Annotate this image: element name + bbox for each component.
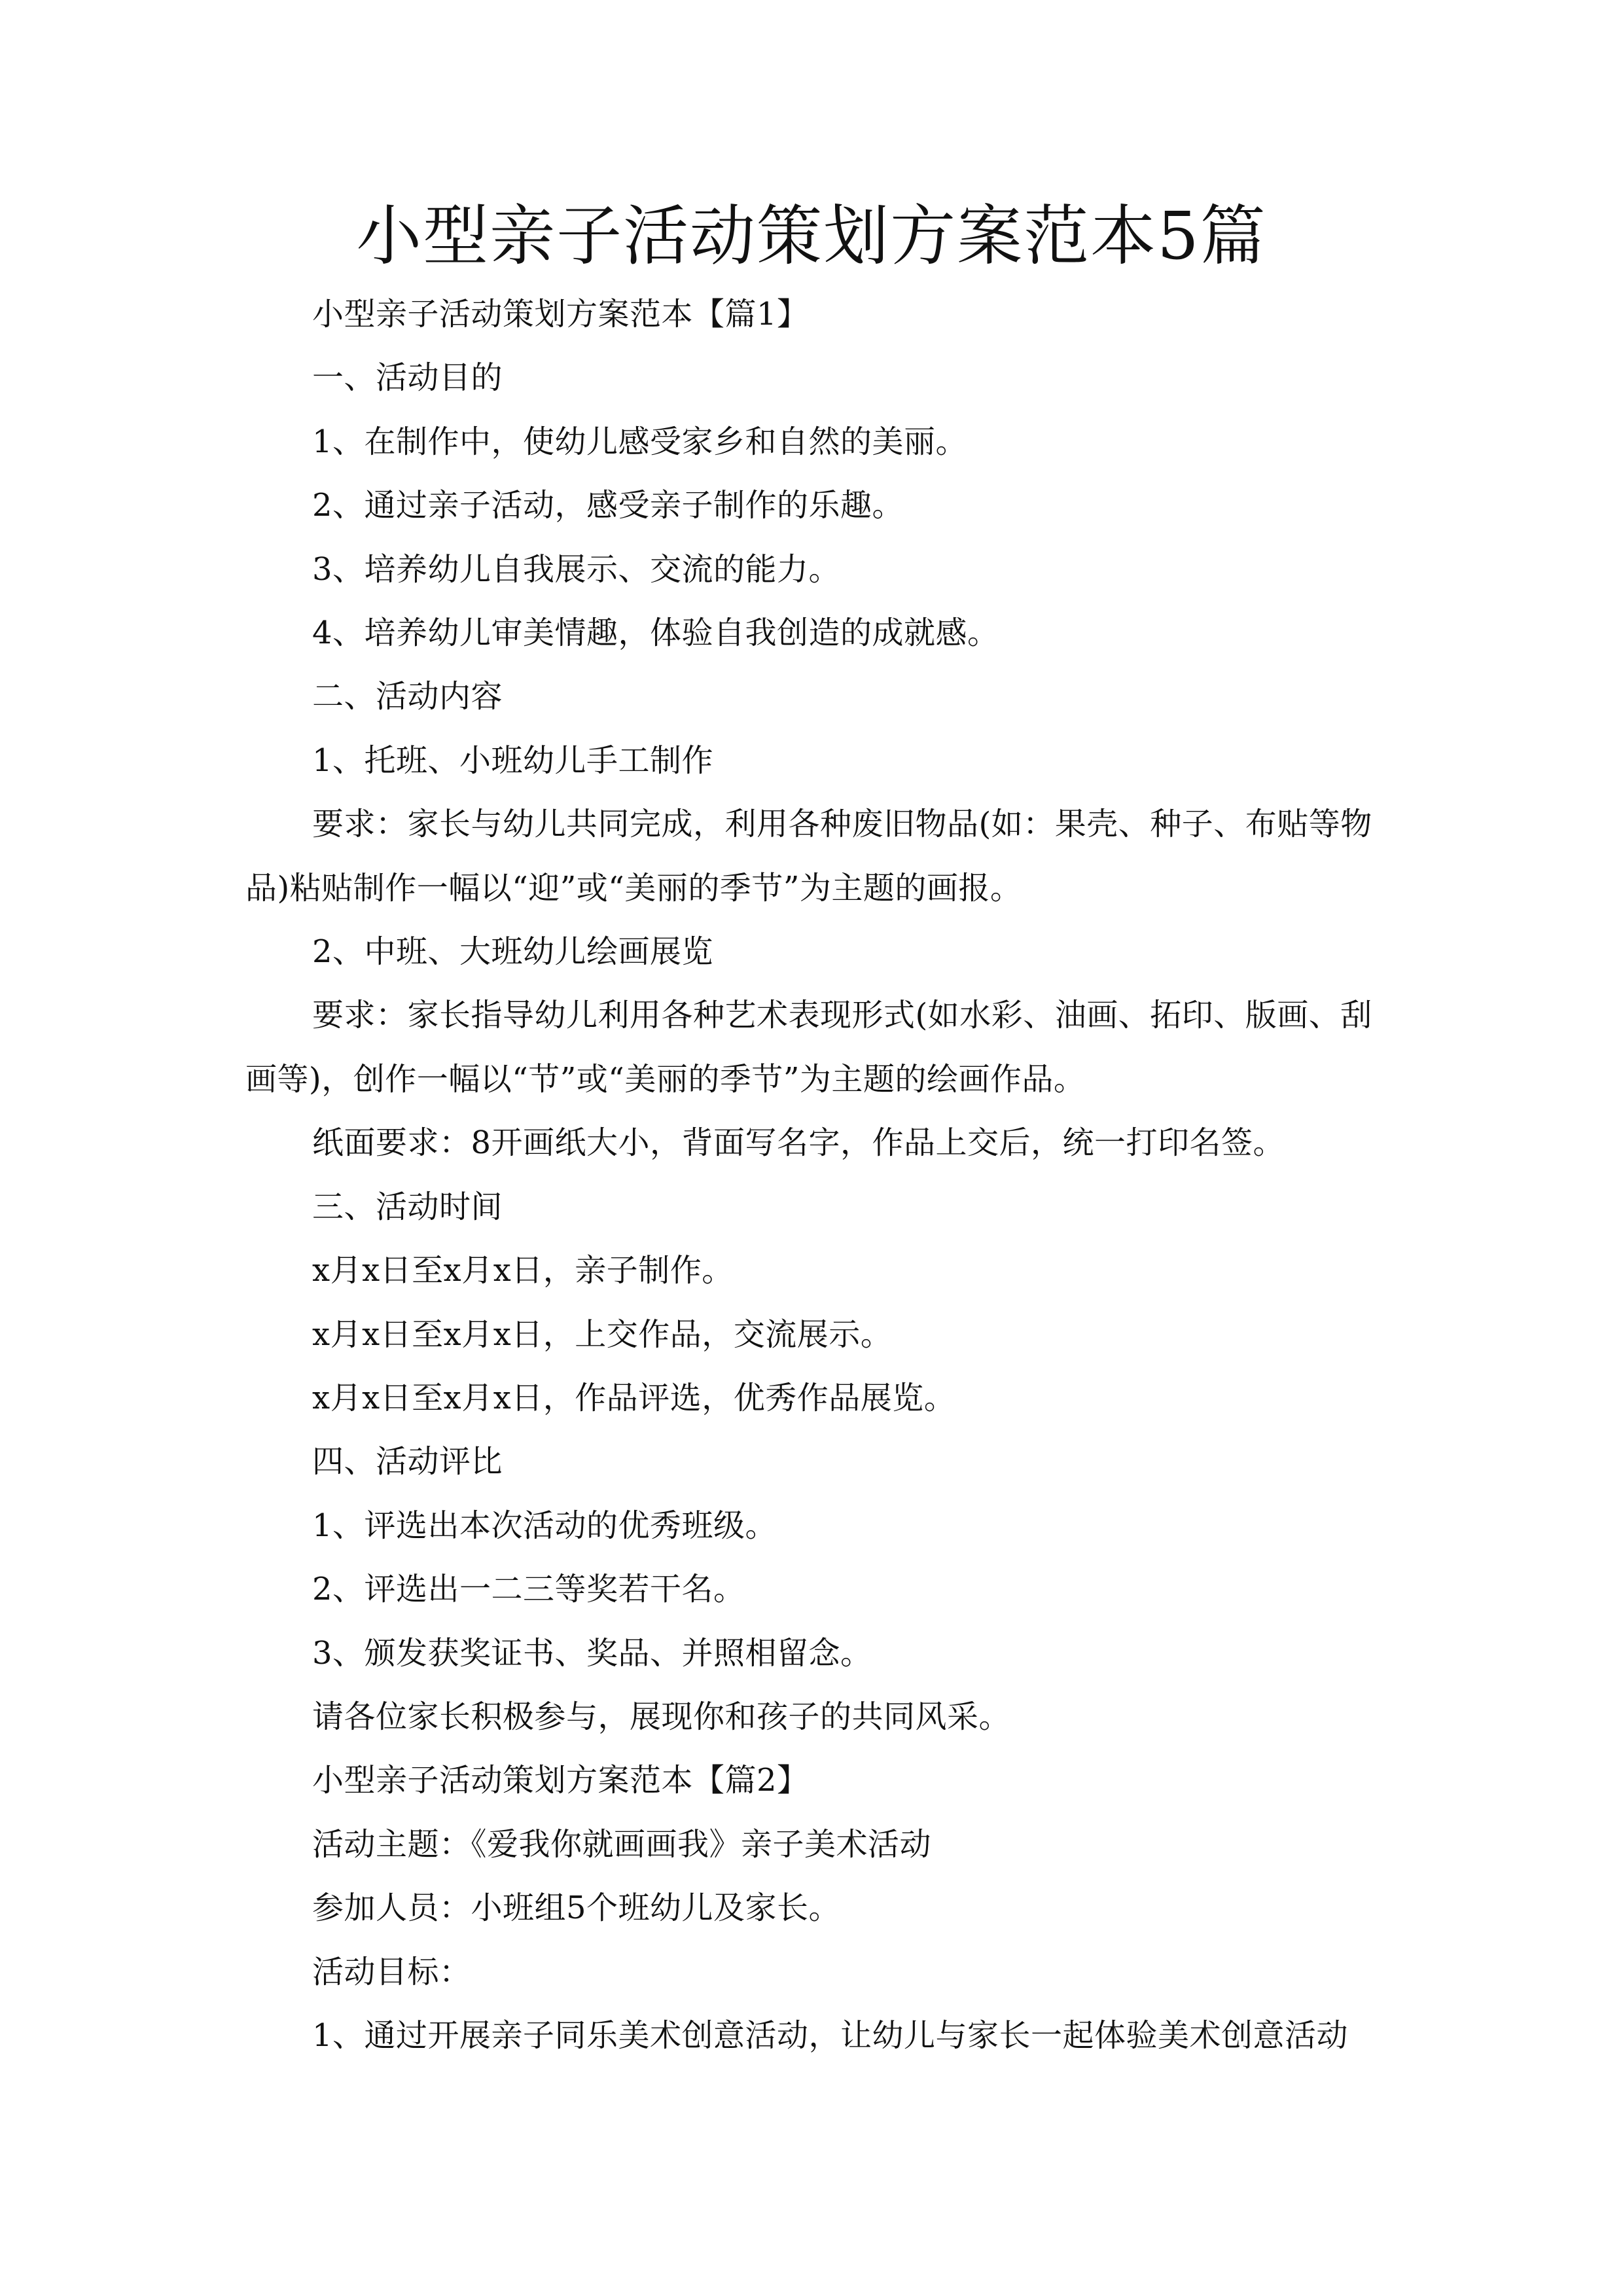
- content-item-1: 1、托班、小班幼儿手工制作: [312, 742, 714, 779]
- time-item-2: x月x日至x月x日，上交作品，交流展示。: [312, 1316, 893, 1353]
- heading-activity-goals: 活动目标：: [312, 1953, 471, 1990]
- evaluation-item-2: 2、评选出一二三等奖若干名。: [312, 1571, 745, 1608]
- evaluation-item-1: 1、评选出本次活动的优秀班级。: [312, 1507, 777, 1544]
- purpose-item-4: 4、培养幼儿审美情趣，体验自我创造的成就感。: [312, 615, 999, 652]
- time-item-3: x月x日至x月x日，作品评选，优秀作品展览。: [312, 1379, 956, 1416]
- goal-item-1: 1、通过开展亲子同乐美术创意活动，让幼儿与家长一起体验美术创意活动: [312, 2017, 1349, 2054]
- heading-activity-evaluation: 四、活动评比: [312, 1443, 503, 1480]
- evaluation-item-3: 3、颁发获奖证书、奖品、并照相留念。: [312, 1634, 872, 1672]
- content-requirement-1: 要求：家长与幼儿共同完成，利用各种废旧物品(如：果壳、种子、布贴等物品)粘贴制作一幅以“迎”或“美丽的季节”为主题的画报。: [245, 806, 1372, 906]
- time-item-1: x月x日至x月x日，亲子制作。: [312, 1252, 734, 1289]
- participants: 参加人员：小班组5个班幼儿及家长。: [312, 1890, 841, 1927]
- heading-activity-purpose: 一、活动目的: [312, 359, 503, 397]
- purpose-item-1: 1、在制作中，使幼儿感受家乡和自然的美丽。: [312, 423, 968, 460]
- document-title: 小型亲子活动策划方案范本5篇: [356, 198, 1267, 274]
- paper-requirement: 纸面要求：8开画纸大小，背面写名字，作品上交后，统一打印名签。: [312, 1124, 1285, 1162]
- heading-activity-time: 三、活动时间: [312, 1188, 503, 1225]
- section-heading-part2: 小型亲子活动策划方案范本【篇2】: [312, 1762, 809, 1799]
- section-heading-part1: 小型亲子活动策划方案范本【篇1】: [312, 296, 809, 332]
- purpose-item-2: 2、通过亲子活动，感受亲子制作的乐趣。: [312, 487, 904, 524]
- content-requirement-2: 要求：家长指导幼儿利用各种艺术表现形式(如水彩、油画、拓印、版画、刮画等)，创作一幅以“节”或“美丽的季节”为主题的绘画作品。: [245, 997, 1372, 1098]
- document-body: [245, 283, 1378, 2068]
- closing-invitation: 请各位家长积极参与，展现你和孩子的共同风采。: [312, 1698, 1011, 1735]
- heading-activity-content: 二、活动内容: [312, 678, 503, 715]
- purpose-item-3: 3、培养幼儿自我展示、交流的能力。: [312, 550, 841, 588]
- activity-theme: 活动主题：《爱我你就画画我》亲子美术活动: [312, 1825, 932, 1863]
- content-item-2: 2、中班、大班幼儿绘画展览: [312, 933, 714, 971]
